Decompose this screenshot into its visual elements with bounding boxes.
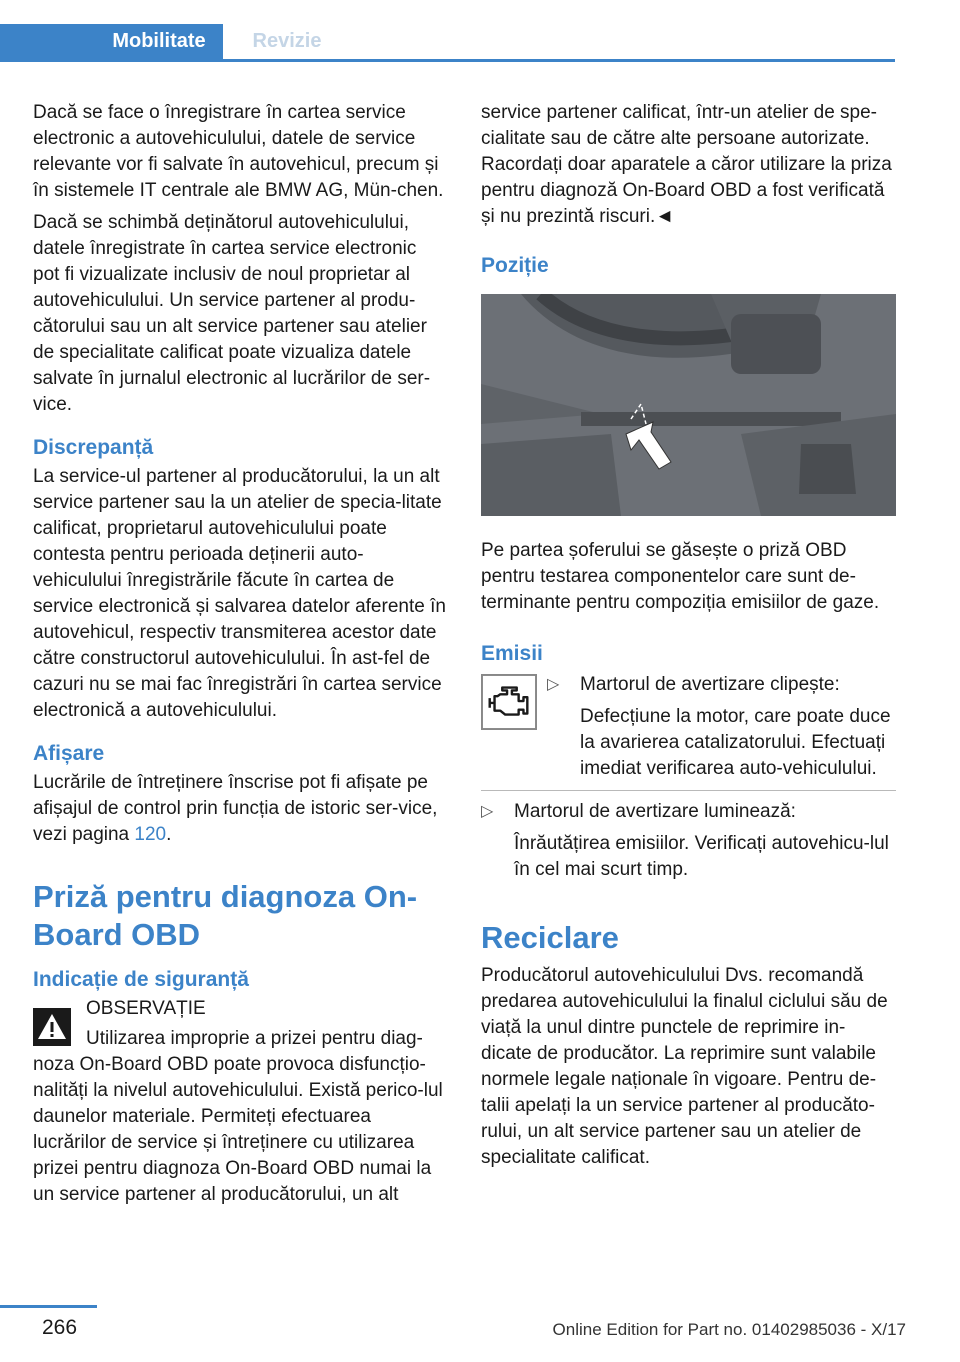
divider [481,790,896,791]
heading-discrepanta: Discrepanță [33,436,154,459]
heading-indicatie: Indicație de siguranță [33,968,249,991]
heading-afisare: Afișare [33,742,105,765]
section-tab-bar [0,24,895,62]
right-column [481,100,896,1177]
tab-bar-accent [0,24,95,59]
list-item [481,799,896,883]
bullet-text: Înrăutățirea emisiilor. Verificați autovehicu‐lul în cel mai scurt timp. [514,833,889,880]
paragraph: Producătorul autovehiculului Dvs. recomandă predarea autovehiculului la finalul ciclului său de viață la unul dintre punctele de reprimire in‐dicate de producător. La reprimire sunt valabile normele legale naționale în vigoare. Pentru de‐talii apelați la un service partener al producăto‐rului, un alt service partener sau un atelier de specialitate calificat. [481,965,888,1168]
triangle-bullet-icon: ▷ [547,676,560,693]
edition-note: Online Edition for Part no. 01402985036 - X/17 [552,1320,906,1339]
page-number: 266 [42,1316,78,1339]
warning-block [33,996,448,1208]
warning-first-line: Utilizarea improprie a prizei pentru diag‐ [86,1028,423,1049]
bullet-title: Martorul de avertizare clipește: [580,674,840,695]
paragraph-end: . [166,824,172,845]
heading-obd: Priză pentru diagnoza On-Board OBD [33,879,418,952]
paragraph [33,770,448,848]
footer-accent-line [0,1305,97,1308]
triangle-bullet-icon: ▷ [481,803,494,820]
emissions-list [481,672,896,883]
paragraph: Dacă se face o înregistrare în cartea service electronic a autovehiculului, datele de service relevante vor fi salvate în autovehicul, precum și în sistemele IT centrale ale BMW AG, Mün‐chen. [33,102,444,201]
warning-triangle-icon [33,1008,71,1046]
obd-location-illustration [481,294,896,516]
bullet-text: Defecțiune la motor, care poate duce la avarierea catalizatorului. Efectuați imediat verificarea auto‐vehiculului. [580,706,891,779]
tab-revizie[interactable]: Revizie [252,30,322,52]
tab-mobilitate[interactable]: Mobilitate [95,24,223,59]
page-link[interactable]: 120 [134,824,167,845]
list-item [547,672,896,782]
left-column [33,100,448,1214]
heading-reciclare: Reciclare [481,920,619,955]
warning-text: noza On-Board OBD poate provoca disfuncțio‐nalități la nivelul autovehiculului. Există perico‐lul daunelor materiale. Permiteți efectuarea lucrărilor de service și întreținere cu utilizarea prizei pentru diagnoza On-Board OBD numai la un service partener al producătorului, un alt [33,1054,443,1205]
warning-title: OBSERVAȚIE [86,998,206,1019]
paragraph: service partener calificat, într-un atelier de spe‐cialitate sau de către alte persoane autorizate. Racordați doar aparatele a căror utilizare la priza pentru diagnoză On-Board OBD a fost verificată și nu prezintă riscuri.◄ [481,102,892,227]
heading-emisii: Emisii [481,642,543,665]
paragraph: Pe partea șoferului se găsește o priză OBD pentru testarea componentelor care sunt de‐terminante pentru compoziția emisiilor de gaze. [481,540,880,613]
paragraph-text: Lucrările de întreținere înscrise pot fi afișate pe afișajul de control prin funcția de istoric ser‐vice, vezi pagina [33,772,438,845]
check-engine-icon [481,674,537,730]
paragraph: La service-ul partener al producătorului, la un alt service partener sau la un atelier de specia‐litate calificat, proprietarul autovehiculului poate contesta pentru perioada deținerii auto‐vehiculului înregistrările făcute în cartea de service electronică și salvarea datelor aferente în autovehicul, respectiv transmiterea acestor date către constructorul autovehiculului. În ast‐fel de cazuri nu se mai fac înregistrări în cartea service electronică a autovehiculului. [33,466,446,721]
bullet-title: Martorul de avertizare luminează: [514,801,796,822]
heading-pozitie: Poziție [481,254,549,277]
paragraph: Dacă se schimbă deținătorul autovehiculului, datele înregistrate în cartea service electronic pot fi vizualizate inclusiv de noul proprietar al autovehiculului. Un service partener al produ‐cătorului sau un alt service partener sau atelier de specialitate calificat poate vizualiza datele salvate în jurnalul electronic al lucrărilor de ser‐vice. [33,212,431,415]
